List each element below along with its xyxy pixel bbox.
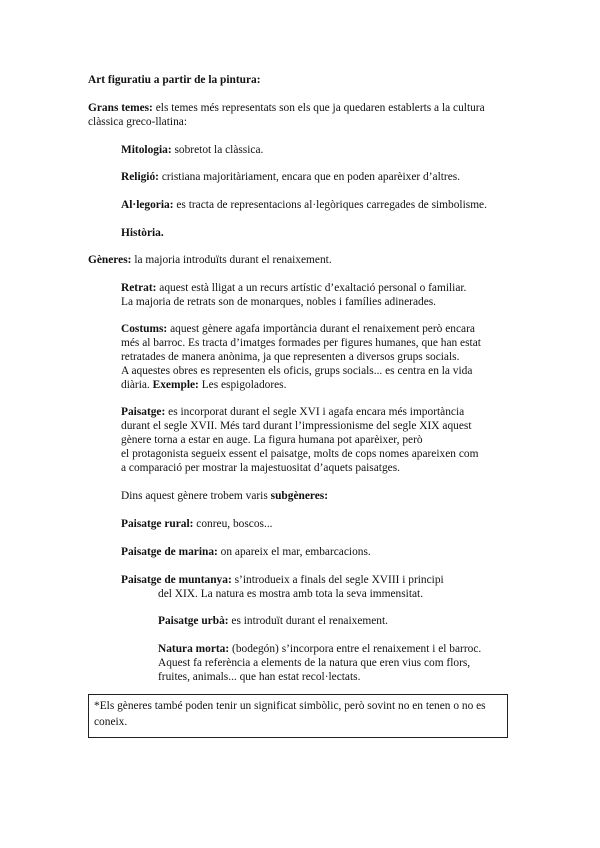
page-title: Art figuratiu a partir de la pintura: bbox=[88, 74, 261, 86]
costums-line2: més al barroc. Es tracta d’imatges formades per figures humanes, que han estat bbox=[121, 337, 481, 349]
costums-line5: diària. Exemple: Les espigoladores. bbox=[121, 379, 287, 391]
paisatge-rural: Paisatge rural: conreu, boscos... bbox=[121, 518, 273, 530]
paisatge-line1: Paisatge: es incorporat durant el segle XVI i agafa encara més importància bbox=[121, 406, 465, 418]
paisatge-muntanya-line2: del XIX. La natura es mostra amb tota la seva immensitat. bbox=[158, 588, 424, 600]
costums-line1: Costums: aquest gènere agafa importància durant el renaixement però encara bbox=[121, 323, 475, 335]
natura-morta-line1: Natura morta: (bodegón) s’incorpora entre el renaixement i el barroc. bbox=[158, 643, 482, 655]
tema-historia: Història. bbox=[121, 227, 164, 239]
tema-mitologia: Mitologia: sobretot la clàssica. bbox=[121, 144, 264, 156]
costums-line3: retratades de manera anònima, ja que representen a diversos grups socials. bbox=[121, 351, 460, 363]
note-box bbox=[88, 694, 508, 738]
note-text: *Els gèneres també poden tenir un significat simbòlic, però sovint no en tenen o no es coneix. bbox=[94, 700, 486, 728]
paisatge-urba: Paisatge urbà: es introduït durant el renaixement. bbox=[158, 615, 388, 627]
paisatge-line5: a comparació per mostrar la majestuositat d’aquets paisatges. bbox=[121, 462, 400, 474]
tema-religio: Religió: cristiana majoritàriament, encara que en poden aparèixer d’altres. bbox=[121, 171, 461, 183]
natura-morta-line2: Aquest fa referència a elements de la natura que eren vius com flors, bbox=[158, 657, 471, 669]
natura-morta-line3: fruites, animals... que han estat recol·lectats. bbox=[158, 671, 361, 683]
generes-line: Gèneres: la majoria introduïts durant el renaixement. bbox=[88, 254, 332, 266]
tema-allegoria: Al·legoria: es tracta de representacions al·legòriques carregades de simbolisme. bbox=[121, 199, 487, 211]
paisatge-line2: durant el segle XVII. Més tard durant l’impressionisme del segle XIX aquest bbox=[121, 420, 472, 432]
paisatge-line4: el protagonista segueix essent el paisatge, molts de cops nomes apareixen com bbox=[121, 448, 479, 460]
paisatge-muntanya-line1: Paisatge de muntanya: s’introdueix a finals del segle XVIII i principi bbox=[121, 574, 444, 586]
grans-temes-line1: Grans temes: els temes més representats son els que ja quedaren establerts a la cultura bbox=[88, 102, 485, 114]
subgeneres-line: Dins aquest gènere trobem varis subgèneres: bbox=[121, 490, 329, 502]
retrat-line1: Retrat: aquest està lligat a un recurs artístic d’exaltació personal o familiar. bbox=[121, 282, 467, 294]
paisatge-line3: gènere torna a estar en auge. La figura humana pot aparèixer, però bbox=[121, 434, 423, 446]
grans-temes-line2: clàssica greco-llatina: bbox=[88, 116, 187, 128]
costums-line4: A aquestes obres es representen els oficis, grups socials... es centra en la vida bbox=[121, 365, 473, 377]
retrat-line2: La majoria de retrats son de monarques, nobles i famílies adinerades. bbox=[121, 296, 437, 308]
paisatge-marina: Paisatge de marina: on apareix el mar, embarcacions. bbox=[121, 546, 371, 558]
